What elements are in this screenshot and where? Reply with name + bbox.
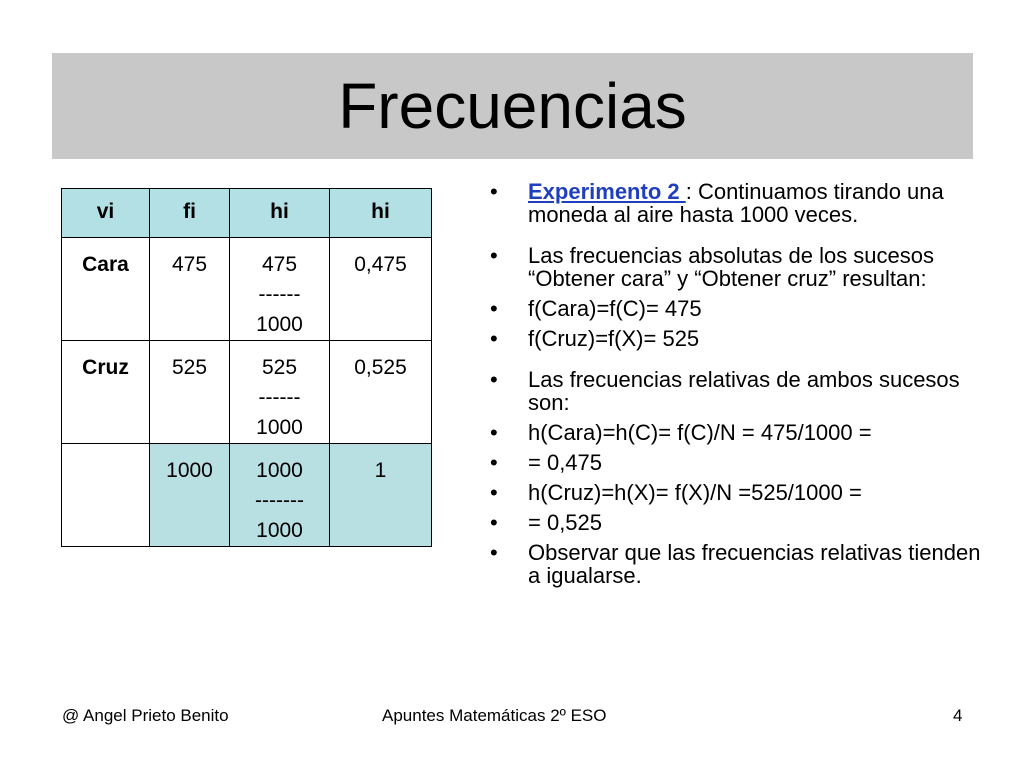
cell-fi: 1000	[150, 444, 230, 547]
table-header-row	[62, 189, 432, 238]
cell-fraction	[230, 444, 330, 547]
header-vi: vi	[62, 189, 150, 238]
cell-hi: 0,475	[330, 238, 432, 341]
list-item: • = 0,525	[488, 511, 988, 534]
slide-title: Frecuencias	[338, 70, 687, 142]
table-row-total	[62, 444, 432, 547]
bullet-text: : Continuamos tirando una moneda al aire hasta 1000 veces.	[528, 179, 944, 227]
list-item: • = 0,475	[488, 451, 988, 474]
fraction-numerator: 525	[261, 356, 298, 379]
fraction-denominator: 1000	[256, 313, 303, 336]
list-item: • Las frecuencias relativas de ambos sucesos son:	[488, 368, 988, 414]
header-hi-decimal: hi	[330, 189, 432, 238]
cell-hi: 1	[330, 444, 432, 547]
experiment-link[interactable]: Experimento 2	[528, 179, 686, 204]
list-item: • h(Cara)=h(C)= f(C)/N = 475/1000 =	[488, 421, 988, 444]
frequency-table	[61, 188, 432, 547]
list-item	[488, 180, 988, 226]
fraction-bar: ------	[258, 386, 301, 409]
fraction-bar: -------	[255, 489, 304, 512]
row-label: Cruz	[62, 341, 150, 444]
title-bar	[52, 53, 973, 159]
fraction-numerator: 475	[261, 253, 298, 276]
cell-fi: 525	[150, 341, 230, 444]
fraction-bar: ------	[258, 283, 301, 306]
cell-fi: 475	[150, 238, 230, 341]
fraction-denominator: 1000	[256, 519, 303, 542]
list-item: • Observar que las frecuencias relativas tienden a igualarse.	[488, 541, 988, 587]
list-item: • f(Cruz)=f(X)= 525	[488, 327, 988, 350]
list-item: • Las frecuencias absolutas de los sucesos “Obtener cara” y “Obtener cruz” resultan:	[488, 244, 988, 290]
cell-fraction	[230, 341, 330, 444]
cell-fraction	[230, 238, 330, 341]
table-row	[62, 341, 432, 444]
bullet-list	[488, 180, 988, 594]
fraction-numerator: 1000	[256, 459, 303, 482]
row-label: Cara	[62, 238, 150, 341]
page-number: 4	[953, 706, 963, 725]
header-fi: fi	[150, 189, 230, 238]
fraction-denominator: 1000	[256, 416, 303, 439]
header-hi-fraction: hi	[230, 189, 330, 238]
footer-course: Apuntes Matemáticas 2º ESO	[382, 706, 607, 725]
row-label	[62, 444, 150, 547]
table-row	[62, 238, 432, 341]
cell-hi: 0,525	[330, 341, 432, 444]
list-item: • h(Cruz)=h(X)= f(X)/N =525/1000 =	[488, 481, 988, 504]
list-item: • f(Cara)=f(C)= 475	[488, 297, 988, 320]
footer-author: @ Angel Prieto Benito	[62, 706, 229, 725]
